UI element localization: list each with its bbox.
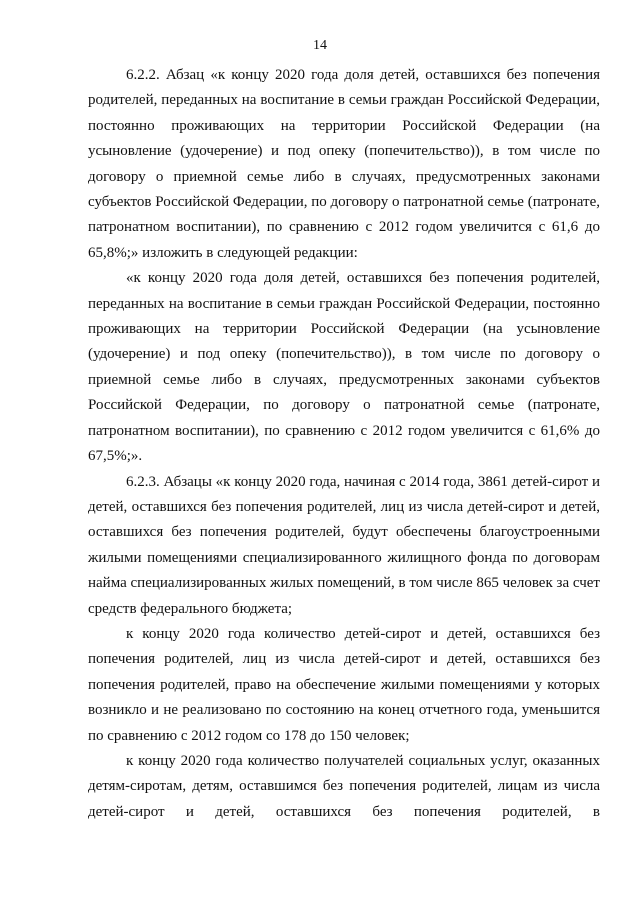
paragraph-6-2-3-housing-queue: к концу 2020 года количество детей-сирот и детей, оставшихся без попечения родителей, лиц из числа детей-сирот и детей, оставшихся без попечения родителей, право на обеспечение жилыми помещениями у которых возникло и не реализовано по состоянию на конец отчетного года, уменьшится по сравнению с 2012 годом со 178 до 150 человек; bbox=[88, 625, 600, 744]
paragraph-6-2-3-intro: 6.2.3. Абзацы «к концу 2020 года, начиная с 2014 года, 3861 детей-сирот и детей, оставшихся без попечения родителей, лиц из числа детей-сирот и детей, оставшихся без попечения родителей, будут обеспечены благоустроенными жилыми помещениями специализированного жилищного фонда по договорам найма специализированных жилых помещений, в том числе 865 человек за счет средств федерального бюджета; bbox=[88, 473, 600, 617]
paragraph-6-2-2-intro: 6.2.2. Абзац «к концу 2020 года доля детей, оставшихся без попечения родителей, переданных на воспитание в семьи граждан Российской Федерации, постоянно проживающих на территории Российской Федерации (на усыновление (удочерение) и под опеку (попечительство)), в том числе по договору о приемной семье либо в случаях, предусмотренных законами субъектов Российской Федерации, по договору о патронатной семье (патронате, патронатном воспитании), по сравнению с 2012 годом увеличится с 61,6 до 65,8%;» изложить в следующей редакции: bbox=[88, 67, 600, 261]
paragraph-6-2-3-social-services: к концу 2020 года количество получателей социальных услуг, оказанных детям-сиротам, детям, оставшимся без попечения родителей, лицам из числа детей-сирот и детей, оставшихся без попечения родителей, в bbox=[88, 752, 600, 820]
paragraph-6-2-2-new-wording: «к концу 2020 года доля детей, оставшихся без попечения родителей, переданных на воспитание в семьи граждан Российской Федерации, постоянно проживающих на территории Российской Федерации (на усыновление (удочерение) и под опеку (попечительство)), в том числе по договору о приемной семье либо в случаях, предусмотренных законами субъектов Российской Федерации, по договору о патронатной семье (патронате, патронатном воспитании), по сравнению с 2012 годом увеличится с 61,6% до 67,5%;». bbox=[88, 270, 600, 465]
document-body bbox=[88, 63, 600, 825]
page-number: 14 bbox=[313, 38, 327, 53]
